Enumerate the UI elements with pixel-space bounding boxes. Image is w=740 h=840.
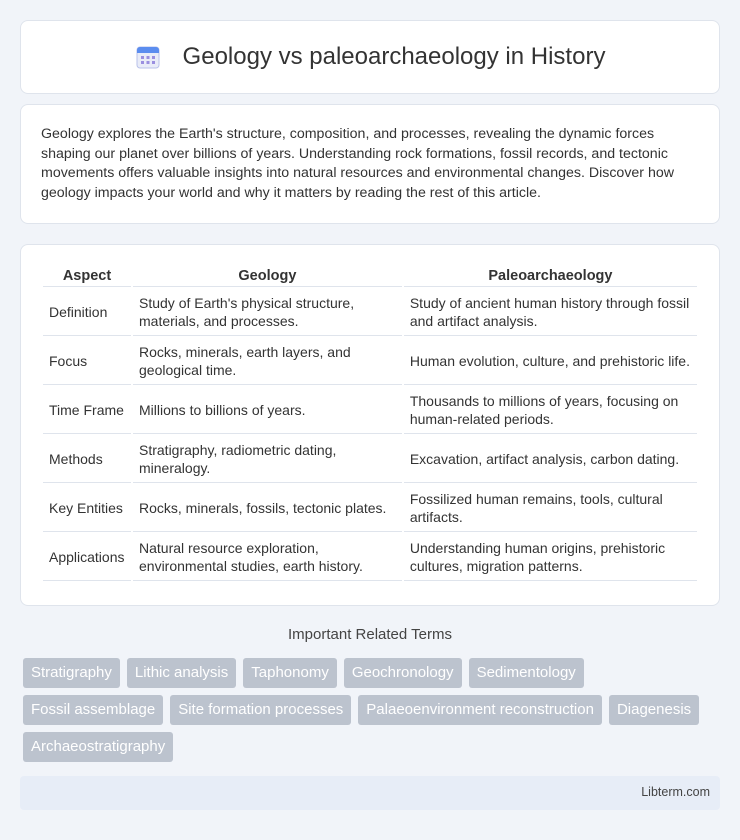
- geology-cell: Rocks, minerals, fossils, tectonic plates.: [133, 485, 402, 532]
- column-header-aspect: Aspect: [43, 265, 131, 287]
- intro-card: [20, 104, 720, 224]
- row-aspect: Methods: [43, 436, 131, 483]
- table-row: [43, 387, 697, 434]
- page-title: Geology vs paleoarchaeology in History: [182, 43, 606, 70]
- tag-stratigraphy[interactable]: Stratigraphy: [23, 658, 120, 688]
- tag-palaeoenvironment-reconstruction[interactable]: Palaeoenvironment reconstruction: [358, 695, 602, 725]
- tag-archaeostratigraphy[interactable]: Archaeostratigraphy: [23, 732, 173, 762]
- table-row: [43, 289, 697, 336]
- paleoarchaeology-cell: Human evolution, culture, and prehistoric life.: [404, 338, 697, 385]
- related-terms-list: [23, 658, 723, 762]
- geology-cell: Natural resource exploration, environmental studies, earth history.: [133, 534, 402, 581]
- table-row: [43, 436, 697, 483]
- paleoarchaeology-cell: Understanding human origins, prehistoric cultures, migration patterns.: [404, 534, 697, 581]
- paleoarchaeology-cell: Study of ancient human history through fossil and artifact analysis.: [404, 289, 697, 336]
- intro-paragraph: Geology explores the Earth's structure, composition, and processes, revealing the dynamic forces shaping our planet over billions of years. Understanding rock formations, fossil records, and tectonic movements offers valuable insights into natural resources and environmental changes. Discover how geology impacts your world and why it matters by reading the rest of this article.: [41, 126, 674, 201]
- table-row: [43, 338, 697, 385]
- paleoarchaeology-cell: Fossilized human remains, tools, cultural artifacts.: [404, 485, 697, 532]
- tag-sedimentology[interactable]: Sedimentology: [469, 658, 584, 688]
- table-row: [43, 485, 697, 532]
- geology-cell: Rocks, minerals, earth layers, and geological time.: [133, 338, 402, 385]
- geology-cell: Study of Earth's physical structure, materials, and processes.: [133, 289, 402, 336]
- paleoarchaeology-cell: Thousands to millions of years, focusing on human-related periods.: [404, 387, 697, 434]
- tag-geochronology[interactable]: Geochronology: [344, 658, 462, 688]
- table-row: [43, 534, 697, 581]
- row-aspect: Time Frame: [43, 387, 131, 434]
- footer-site-link[interactable]: Libterm.com: [641, 785, 710, 799]
- column-header-geology: Geology: [133, 265, 402, 287]
- footer: [20, 776, 720, 810]
- header-card: [20, 20, 720, 94]
- tag-site-formation-processes[interactable]: Site formation processes: [170, 695, 351, 725]
- related-terms-heading: Important Related Terms: [288, 626, 452, 643]
- row-aspect: Definition: [43, 289, 131, 336]
- geology-cell: Stratigraphy, radiometric dating, mineralogy.: [133, 436, 402, 483]
- geology-cell: Millions to billions of years.: [133, 387, 402, 434]
- row-aspect: Applications: [43, 534, 131, 581]
- tag-fossil-assemblage[interactable]: Fossil assemblage: [23, 695, 163, 725]
- table-header-row: [43, 265, 697, 287]
- comparison-table: [41, 263, 699, 583]
- comparison-card: [20, 244, 720, 606]
- column-header-paleoarchaeology: Paleoarchaeology: [404, 265, 697, 287]
- tag-taphonomy[interactable]: Taphonomy: [243, 658, 337, 688]
- row-aspect: Key Entities: [43, 485, 131, 532]
- row-aspect: Focus: [43, 338, 131, 385]
- tag-lithic-analysis[interactable]: Lithic analysis: [127, 658, 236, 688]
- calendar-icon: [135, 44, 161, 70]
- tag-diagenesis[interactable]: Diagenesis: [609, 695, 699, 725]
- paleoarchaeology-cell: Excavation, artifact analysis, carbon dating.: [404, 436, 697, 483]
